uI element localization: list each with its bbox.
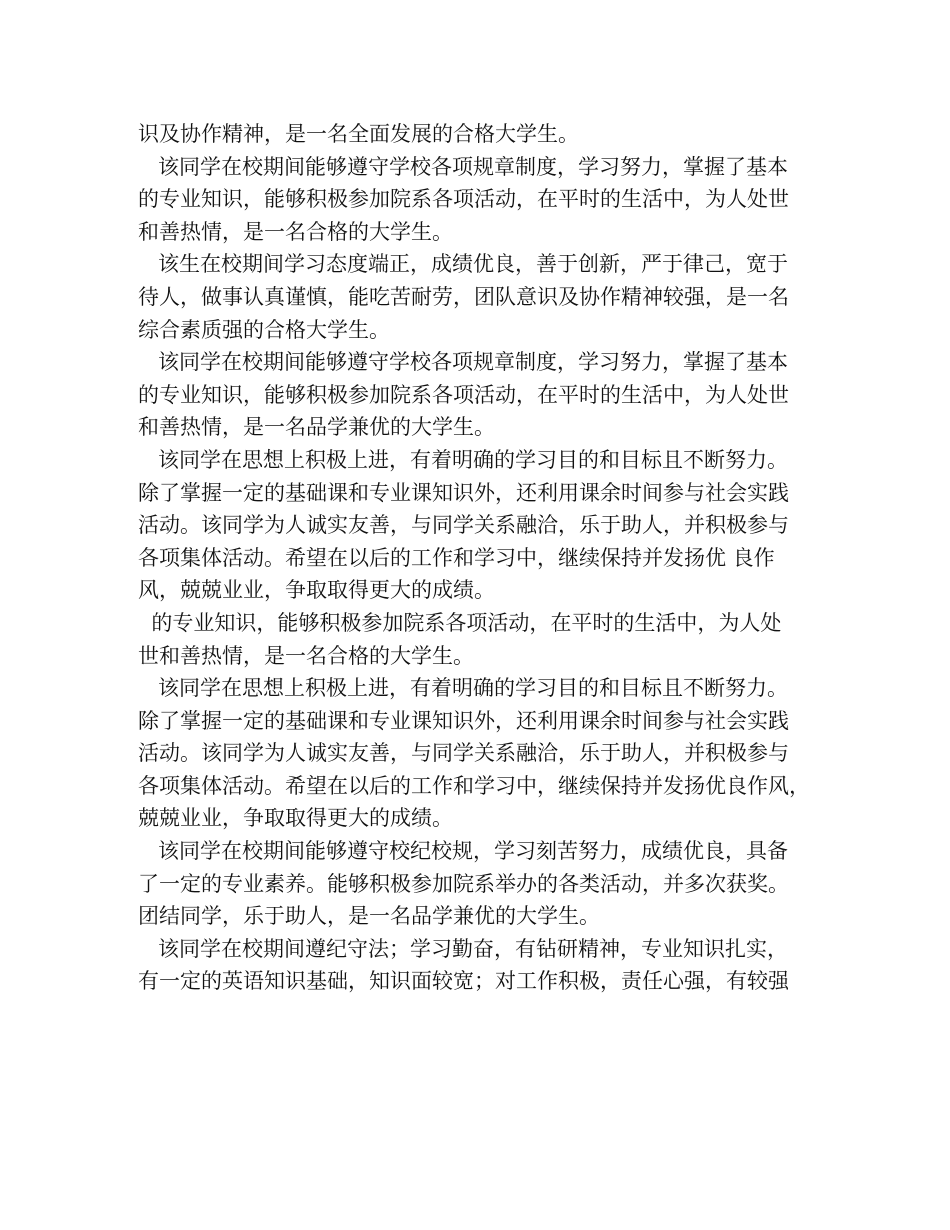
text-line: 除了掌握一定的基础课和专业课知识外，还利用课余时间参与社会实践 <box>138 480 789 505</box>
text-line: 活动。该同学为人诚实友善，与同学关系融洽，乐于助人，并积极参与 <box>138 741 789 766</box>
text-line: 兢兢业业，争取取得更大的成绩。 <box>138 806 453 831</box>
text-line: 和善热情，是一名合格的大学生。 <box>138 219 453 244</box>
text-line: 各项集体活动。希望在以后的工作和学习中，继续保持并发扬优良作风， <box>138 773 810 798</box>
text-line: 该同学在校期间能够遵守学校各项规章制度，学习努力，掌握了基本 <box>138 154 789 179</box>
text-line: 该同学在校期间能够遵守学校各项规章制度，学习努力，掌握了基本 <box>138 350 789 375</box>
text-line: 活动。该同学为人诚实友善，与同学关系融洽，乐于助人，并积极参与 <box>138 513 789 538</box>
text-line: 世和善热情，是一名合格的大学生。 <box>138 643 474 668</box>
text-line: 该同学在思想上积极上进，有着明确的学习目的和目标且不断努力。 <box>138 676 789 701</box>
text-line: 综合素质强的合格大学生。 <box>138 317 390 342</box>
text-line: 该同学在校期间遵纪守法；学习勤奋，有钻研精神，专业知识扎实， <box>138 936 789 961</box>
text-line: 识及协作精神，是一名全面发展的合格大学生。 <box>138 122 579 146</box>
text-line: 的专业知识，能够积极参加院系各项活动，在平时的生活中，为人处世 <box>138 382 789 407</box>
text-line: 除了掌握一定的基础课和专业课知识外，还利用课余时间参与社会实践 <box>138 708 789 733</box>
text-line: 有一定的英语知识基础，知识面较宽；对工作积极，责任心强，有较强 <box>138 969 789 994</box>
text-line: 风，兢兢业业，争取取得更大的成绩。 <box>138 578 495 603</box>
document-body <box>138 118 818 998</box>
text-line: 的专业知识，能够积极参加院系各项活动，在平时的生活中，为人处 <box>138 610 782 635</box>
text-line: 该同学在思想上积极上进，有着明确的学习目的和目标且不断努力。 <box>138 447 789 472</box>
text-line: 该生在校期间学习态度端正，成绩优良，善于创新，严于律己，宽于 <box>138 252 789 277</box>
text-line: 团结同学，乐于助人，是一名品学兼优的大学生。 <box>138 904 600 929</box>
text-line: 的专业知识，能够积极参加院系各项活动，在平时的生活中，为人处世 <box>138 187 789 212</box>
text-line: 该同学在校期间能够遵守校纪校规，学习刻苦努力，成绩优良，具备 <box>138 839 789 864</box>
text-line: 待人，做事认真谨慎，能吃苦耐劳，团队意识及协作精神较强，是一名 <box>138 284 789 309</box>
text-line: 了一定的专业素养。能够积极参加院系举办的各类活动，并多次获奖。 <box>138 871 789 896</box>
text-line: 和善热情，是一名品学兼优的大学生。 <box>138 415 495 440</box>
text-line: 各项集体活动。希望在以后的工作和学习中，继续保持并发扬优 良作 <box>138 545 775 570</box>
